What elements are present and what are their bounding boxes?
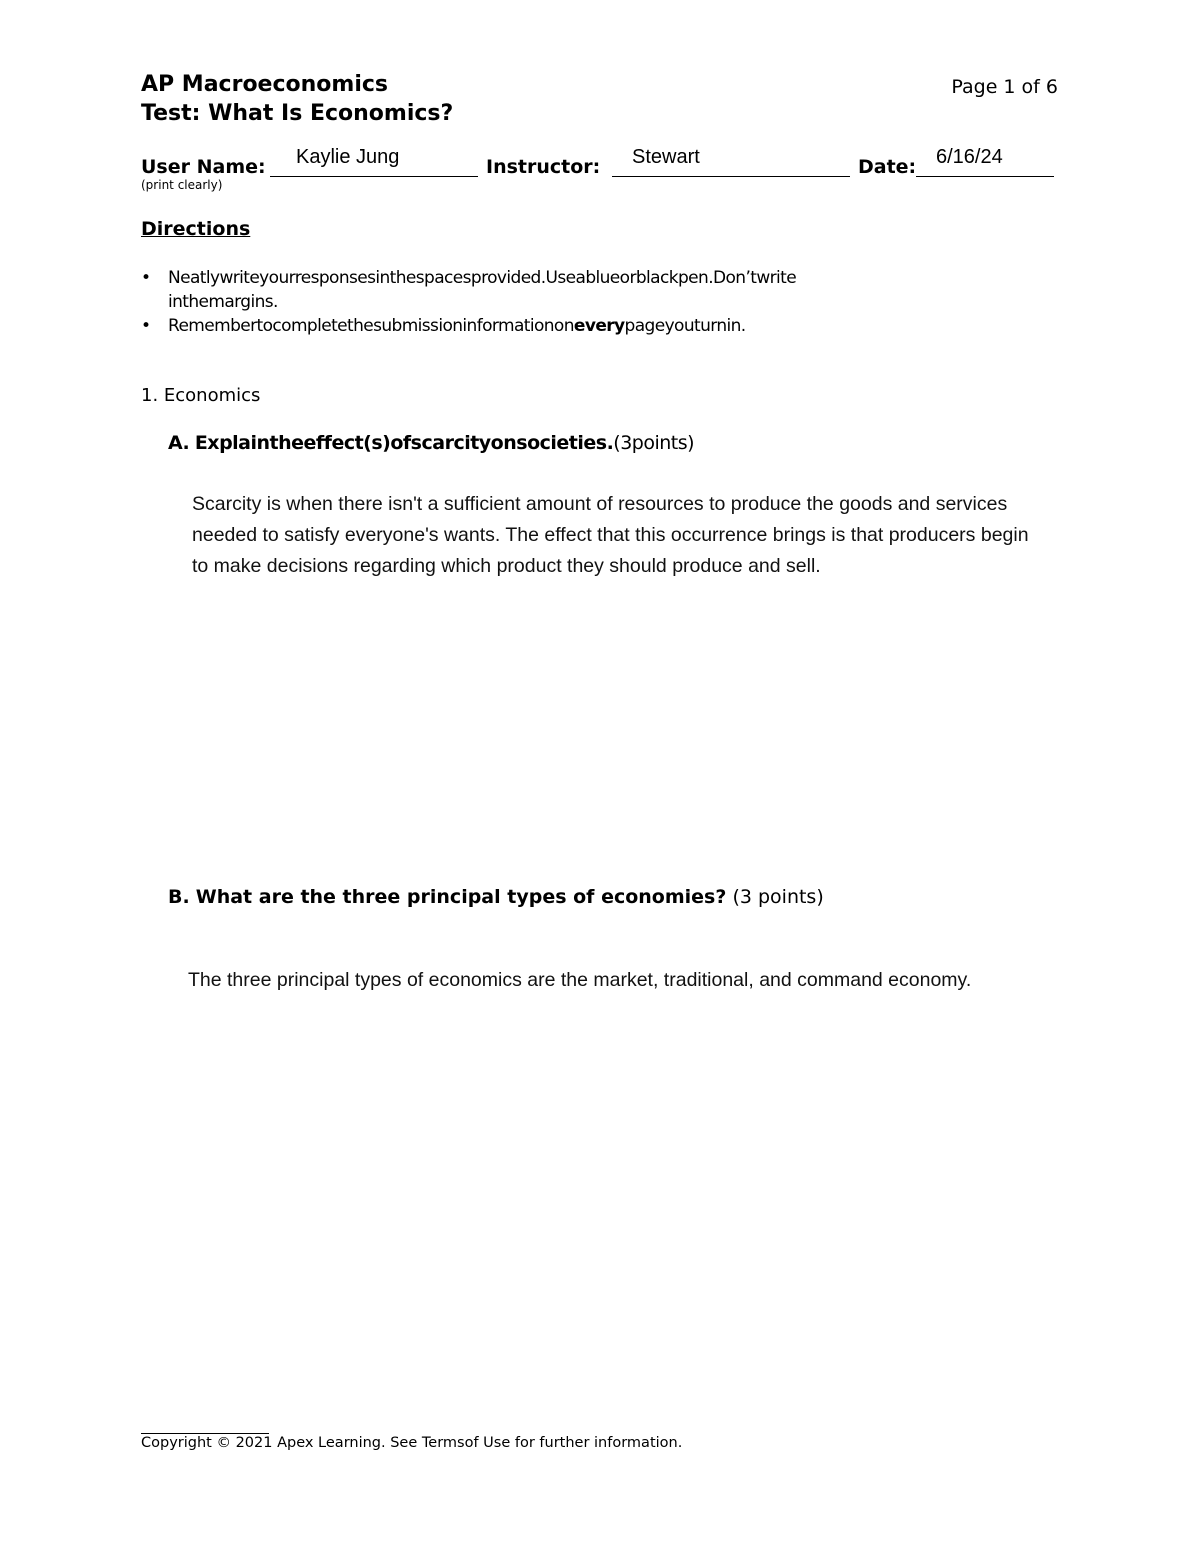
directions-emphasis: every (573, 316, 625, 336)
date-label: Date: (858, 156, 917, 178)
page-indicator: Page 1 of 6 (951, 76, 1058, 98)
print-clearly-note: (print clearly) (141, 178, 223, 192)
bullet-icon: • (141, 268, 151, 288)
part-a-label: A. (168, 432, 190, 454)
user-name-label: User Name: (141, 156, 266, 178)
user-name-line (270, 176, 478, 177)
directions-item-text: inthemargins. (168, 292, 278, 312)
part-b-answer[interactable]: The three principal types of economics are the market, traditional, and command economy. (188, 969, 972, 991)
bullet-icon: • (141, 316, 151, 336)
directions-item-text: pageyouturnin. (624, 316, 746, 336)
footer-divider (141, 1433, 269, 1434)
directions-item-text: Neatlywriteyourresponsesinthespacesprovided.Useablueorblackpen.Don’twrite (168, 268, 797, 288)
part-b-title (168, 886, 824, 908)
instructor-field[interactable]: Stewart (632, 146, 700, 168)
date-line (916, 176, 1054, 177)
copyright-notice: Copyright © 2021 Apex Learning. See Termsof Use for further information. (141, 1435, 683, 1451)
user-name-field[interactable]: Kaylie Jung (296, 146, 400, 168)
directions-heading: Directions (141, 218, 251, 240)
part-b-label: B. (168, 886, 190, 908)
course-title: AP Macroeconomics (141, 72, 389, 97)
instructor-label: Instructor: (486, 156, 601, 178)
test-title: Test: What Is Economics? (141, 101, 454, 126)
part-a-title (168, 432, 694, 454)
directions-item-text: Remembertocompletethesubmissioninformationon (168, 316, 574, 336)
directions-item (141, 314, 961, 338)
part-a-prompt: Explaintheeffect(s)ofscarcityonsocieties. (194, 432, 614, 454)
instructor-line (612, 176, 850, 177)
directions-list (141, 266, 961, 338)
part-a-points: (3points) (613, 432, 695, 454)
part-b-prompt: What are the three principal types of economies? (195, 886, 727, 908)
date-field[interactable]: 6/16/24 (936, 146, 1003, 168)
part-b-points: (3 points) (732, 886, 824, 908)
question-heading: 1. Economics (141, 385, 261, 406)
part-a-answer[interactable]: Scarcity is when there isn't a sufficient amount of resources to produce the goods and services needed to satisfy everyone's wants. The effect that this occurrence brings is that producers begin to make decisions regarding which product they should produce and sell. (192, 493, 1029, 577)
directions-item (141, 266, 961, 314)
